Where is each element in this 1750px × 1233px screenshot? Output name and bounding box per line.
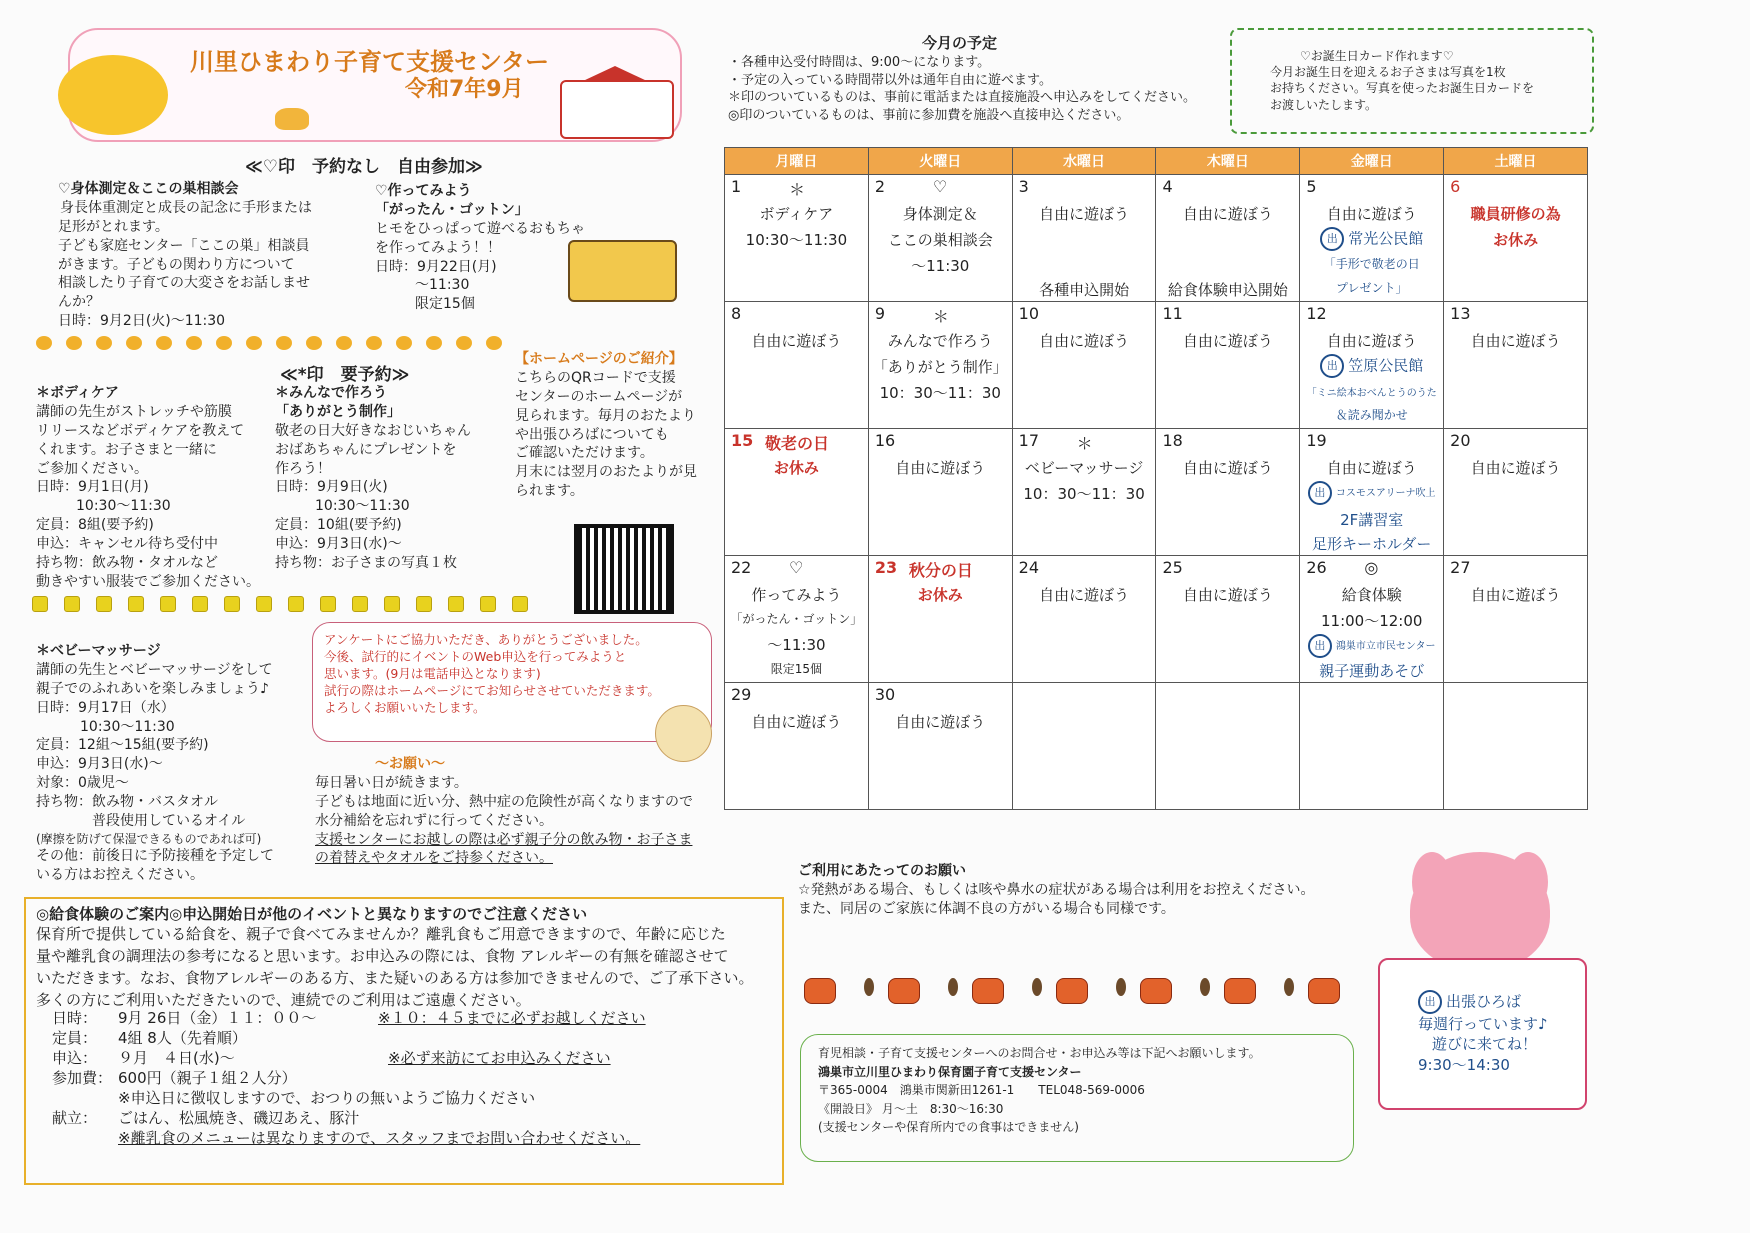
birthday-line: 今月お誕生日を迎えるお子さまは写真を1枚 xyxy=(1270,65,1506,80)
birthday-title: ♡お誕生日カード作れます♡ xyxy=(1300,49,1454,63)
day-number: 29 xyxy=(731,685,752,704)
calendar-cell xyxy=(1012,556,1156,683)
event-text: ～11:30 xyxy=(767,636,826,654)
homepage-line: センターのホームページが xyxy=(515,388,683,405)
calendar-cell xyxy=(1156,429,1300,556)
event-text: 自由に遊ぼう xyxy=(1326,205,1417,223)
contact-line: 《開設日》 月～土 8:30～16:30 xyxy=(818,1101,1004,1116)
calendar-cell xyxy=(1444,556,1588,683)
lunch-fee-label: 参加費： xyxy=(52,1069,113,1087)
body-check-line: 子ども家庭センター「ここの巣」相談員 xyxy=(58,237,310,254)
calendar-cell-empty xyxy=(1156,683,1300,810)
event-text: 自由に遊ぼう xyxy=(1039,205,1130,223)
survey-line: 試行の際はホームページにてお知らせさせていただきます。 xyxy=(324,682,660,698)
together-line: 申込：9月3日(水)～ xyxy=(275,536,402,553)
calendar-cell xyxy=(868,429,1012,556)
lunch-menu-note: ※離乳食のメニューは異なりますので、スタッフまでお問い合わせください。 xyxy=(118,1129,641,1147)
calendar-cell xyxy=(1300,429,1444,556)
body-check-line: 身長体重測定と成長の記念に手形または xyxy=(60,199,312,216)
request-line: 水分補給を忘れずに行ってください。 xyxy=(315,812,553,829)
day-number: 6 xyxy=(1450,177,1461,196)
calendar-cell xyxy=(868,175,1012,302)
body-check-title: ♡身体測定＆ここの巣相談会 xyxy=(58,181,239,197)
usage-line: また、同居のご家族に体調不良の方がいる場合も同様です。 xyxy=(798,900,1175,917)
event-text: 足形キーホルダー xyxy=(1312,535,1432,553)
event-text: ＆読み聞かせ xyxy=(1335,408,1408,422)
together-line: 作ろう！ xyxy=(275,460,331,477)
lunch-menu: ごはん、松風焼き、磯辺あえ、豚汁 xyxy=(118,1109,360,1127)
birthday-text xyxy=(1270,48,1534,113)
day-number: 22 xyxy=(731,558,752,577)
outreach-title: 出張ひろば xyxy=(1446,992,1522,1011)
day-number: 23 xyxy=(874,558,898,577)
event-mark: ＊ xyxy=(1076,434,1093,453)
train-icon xyxy=(568,240,677,302)
day-number: 2 xyxy=(874,177,886,196)
day-number: 15 xyxy=(731,431,754,450)
day-number: 18 xyxy=(1162,431,1183,450)
holiday-name: 秋分の日 xyxy=(908,561,973,580)
qr-code-icon[interactable] xyxy=(574,524,674,614)
weekday-header: 火曜日 xyxy=(868,148,1012,175)
outreach-text xyxy=(1418,990,1548,1075)
contact-line: 育児相談・子育て支援センターへのお問合せ・お申込み等は下記へお願いします。 xyxy=(818,1046,1261,1060)
together-block xyxy=(275,384,471,573)
event-text: 自由に遊ぼう xyxy=(1182,332,1273,350)
usage-notes xyxy=(798,862,1315,919)
event-text: 作ってみよう xyxy=(751,586,842,604)
body-care-title: ＊ボディケア xyxy=(36,385,119,401)
house-icon xyxy=(560,80,674,139)
lunch-line: 多くの方にご利用いただきたいので、連続でのご利用はご遠慮ください。 xyxy=(36,990,531,1009)
event-mark: ＊ xyxy=(932,307,949,326)
calendar-cell xyxy=(1012,302,1156,429)
schedule-line: ・予定の入っている時間帯以外は通年自由に遊べます。 xyxy=(728,72,1052,88)
event-text: 11:00～12:00 xyxy=(1320,612,1423,630)
baby-massage-line: 講師の先生とベビーマッサージをして xyxy=(36,661,273,678)
calendar-cell xyxy=(1156,556,1300,683)
homepage-line: や出張ひろばについても xyxy=(515,426,669,443)
usage-title: ご利用にあたってのお願い xyxy=(798,863,966,879)
baby-massage-line: 申込：9月3日(水)～ xyxy=(36,756,163,773)
lunch-apply-note: ※必ず来訪にてお申込みください xyxy=(388,1049,611,1067)
baby-massage-line: 親子でのふれあいを楽しみましょう♪ xyxy=(36,680,269,697)
survey-line: アンケートにご協力いただき、ありがとうございました。 xyxy=(324,632,648,647)
lunch-apply: ９月 ４日(水)～ xyxy=(118,1049,235,1067)
calendar-cell xyxy=(1012,429,1156,556)
calendar-cell-empty xyxy=(1300,683,1444,810)
outreach-line: 9:30～14:30 xyxy=(1418,1055,1510,1074)
moon-icon xyxy=(58,55,168,135)
outreach-icon: 出 xyxy=(1418,990,1442,1014)
free-section-heading: ≪♡印 予約なし 自由参加≫ xyxy=(245,157,483,177)
survey-line: 思います。(9月は電話申込となります) xyxy=(324,665,541,681)
outreach-line: 遊びに来てね！ xyxy=(1432,1035,1538,1054)
event-text: 「ミニ絵本おべんとうのうた xyxy=(1306,388,1437,399)
survey-text xyxy=(324,632,660,716)
calendar-cell xyxy=(1156,302,1300,429)
day-number: 5 xyxy=(1306,177,1317,196)
together-line: 定員：10組(要予約) xyxy=(275,517,402,534)
baby-massage-line: (摩擦を防げて保湿できるものであれば可) xyxy=(36,831,262,846)
make-subtitle: 「がったん・ゴットン」 xyxy=(375,201,529,218)
make-line: ～11:30 xyxy=(415,277,470,294)
outreach-place: コスモスアリーナ吹上 xyxy=(1335,488,1436,499)
baby-massage-line: 日時：9月17日（水） xyxy=(36,699,175,716)
event-text: 10:30～11:30 xyxy=(745,231,848,249)
body-check-line: 相談したり子育ての大変さをお話しませ xyxy=(58,275,310,292)
event-text: ～11:30 xyxy=(911,257,970,275)
body-care-line: 講師の先生がストレッチや筋膜 xyxy=(36,403,232,420)
outreach-place: 鴻巣市立市民センター xyxy=(1335,641,1436,652)
outreach-icon: 出 xyxy=(1308,634,1332,658)
rabbit-icon xyxy=(1410,852,1550,970)
event-text: 各種申込開始 xyxy=(1039,281,1130,299)
event-text: 自由に遊ぼう xyxy=(1326,332,1417,350)
event-text: ボディケア xyxy=(759,205,834,223)
event-text: 限定15個 xyxy=(770,662,823,676)
calendar-cell xyxy=(868,683,1012,810)
day-number: 1 xyxy=(731,177,742,196)
contact-line: 鴻巣市立川里ひまわり保育園子育て支援センター xyxy=(818,1064,1082,1079)
request-line: の着替えやタオルをご持参ください。 xyxy=(315,850,553,867)
schedule-notes xyxy=(728,54,1196,124)
baby-massage-line: 普段使用しているオイル xyxy=(92,813,246,830)
homepage-line: 月末には翌月のおたよりが見 xyxy=(515,464,697,481)
outreach-line: 毎週行っています♪ xyxy=(1418,1015,1548,1033)
homepage-line: 見られます。毎月のおたより xyxy=(515,407,696,424)
day-number: 27 xyxy=(1450,558,1471,577)
calendar-cell xyxy=(1300,556,1444,683)
together-subtitle: 「ありがとう制作」 xyxy=(275,403,401,420)
event-text: 自由に遊ぼう xyxy=(1182,459,1273,477)
lunch-details xyxy=(52,1008,646,1148)
event-text: お休み xyxy=(917,586,963,604)
body-check-block xyxy=(58,180,312,331)
event-text: お休み xyxy=(1493,231,1539,249)
calendar-cell xyxy=(725,683,869,810)
event-text: 自由に遊ぼう xyxy=(1470,459,1561,477)
survey-line: よろしくお願いいたします。 xyxy=(324,699,486,715)
day-number: 12 xyxy=(1306,304,1327,323)
day-number: 9 xyxy=(874,304,886,323)
weekday-header: 土曜日 xyxy=(1444,148,1588,175)
lunch-fee-note: ※申込日に徴収しますので、おつりの無いようご協力ください xyxy=(118,1089,536,1107)
day-number: 3 xyxy=(1018,177,1029,196)
schedule-title: 今月の予定 xyxy=(922,34,998,52)
center-name: 川里ひまわり子育て支援センター xyxy=(190,48,550,76)
calendar-cell xyxy=(725,429,869,556)
event-text: 身体測定＆ xyxy=(902,205,978,223)
lunch-date-note: ※１０：４５までに必ずお越しください xyxy=(378,1009,646,1027)
day-number: 11 xyxy=(1162,304,1183,323)
calendar-cell xyxy=(1444,175,1588,302)
together-title: ＊みんなで作ろう xyxy=(275,385,387,401)
body-check-line: 日時：9月2日(火)～11:30 xyxy=(58,313,226,330)
event-text: 親子運動あそび xyxy=(1319,662,1425,680)
event-text: 自由に遊ぼう xyxy=(1039,586,1130,604)
homepage-title: 【ホームページのご紹介】 xyxy=(515,351,683,367)
calendar-cell xyxy=(1012,175,1156,302)
event-text: 給食体験 xyxy=(1341,586,1402,604)
calendar-cell xyxy=(1300,302,1444,429)
weekday-header: 金曜日 xyxy=(1300,148,1444,175)
event-text: 自由に遊ぼう xyxy=(751,332,842,350)
baby-massage-line: その他：前後日に予防接種を予定して xyxy=(36,848,274,865)
calendar-cell xyxy=(1444,302,1588,429)
event-text: 「がったん・ゴットン」 xyxy=(730,612,863,626)
baby-massage-title: ＊ベビーマッサージ xyxy=(36,643,161,659)
together-line: 日時：9月9日(火) xyxy=(275,479,388,496)
baby-massage-line: 持ち物：飲み物・バスタオル xyxy=(36,794,218,811)
event-text: 自由に遊ぼう xyxy=(895,459,986,477)
baby-massage-block xyxy=(36,642,274,885)
birthday-line: お渡しいたします。 xyxy=(1270,97,1378,112)
contact-line: (支援センターや保育所内での食事はできません) xyxy=(818,1120,1079,1135)
calendar-cell xyxy=(1156,175,1300,302)
lunch-text xyxy=(36,904,754,1011)
event-text: ベビーマッサージ xyxy=(1024,459,1144,477)
contact-line: 〒365-0004 鴻巣市関新田1261-1 TEL048-569-0006 xyxy=(818,1083,1145,1098)
outreach-place: 常光公民館 xyxy=(1348,229,1424,248)
event-text: 「手形で敬老の日 xyxy=(1323,257,1420,271)
calendar-cell-empty xyxy=(1444,683,1588,810)
body-care-line: 10:30～11:30 xyxy=(76,498,171,515)
body-check-line: がきます。子どもの関わり方について xyxy=(58,256,295,273)
together-line: 敬老の日大好きなおじいちゃん xyxy=(275,422,471,439)
calendar-cell xyxy=(725,175,869,302)
month-title: 令和7年9月 xyxy=(405,77,524,102)
event-text: 自由に遊ぼう xyxy=(1470,332,1561,350)
together-line: 10:30～11:30 xyxy=(315,498,410,515)
calendar-cell xyxy=(868,302,1012,429)
holiday-name: 敬老の日 xyxy=(765,434,830,453)
survey-line: 今後、試行的にイベントのWeb申込を行ってみようと xyxy=(324,648,627,664)
event-text: 10：30～11：30 xyxy=(879,384,1001,402)
request-line: 毎日暑い日が続きます。 xyxy=(315,774,468,791)
homepage-line: ご確認いただけます。 xyxy=(515,445,654,462)
outreach-icon: 出 xyxy=(1320,227,1344,251)
calendar-cell xyxy=(725,556,869,683)
outreach-icon: 出 xyxy=(1308,481,1332,505)
day-number: 16 xyxy=(874,431,896,450)
body-care-line: 動きやすい服装でご参加ください。 xyxy=(36,573,260,590)
make-line: 限定15個 xyxy=(415,296,475,313)
calendar-cell xyxy=(725,302,869,429)
lunch-date: 9月 26日（金）１１：００～ xyxy=(118,1009,317,1027)
weekday-header: 月曜日 xyxy=(725,148,869,175)
make-title: ♡作ってみよう xyxy=(375,183,472,199)
event-text: みんなで作ろう xyxy=(887,332,993,350)
lunch-line: いただきます。なお、食物アレルギーのある方、また疑いのある方は参加できませんので、ご了承下さい。 xyxy=(36,968,754,987)
event-mark: ♡ xyxy=(932,177,948,196)
request-title: ～お願い～ xyxy=(375,756,445,772)
lunch-line: 量や離乳食の調理法の参考になると思います。お申込みの際には、食物 アレルギーの有無を確認させて xyxy=(36,947,729,965)
day-number: 4 xyxy=(1162,177,1173,196)
event-text: 職員研修の為 xyxy=(1470,205,1561,223)
event-text: プレゼント」 xyxy=(1335,281,1408,295)
calendar-cell xyxy=(1300,175,1444,302)
lunch-date-label: 日時： xyxy=(52,1009,98,1027)
monthly-calendar xyxy=(724,147,1588,810)
outreach-place: 笠原公民館 xyxy=(1348,356,1424,375)
body-care-line: 持ち物：飲み物・タオルなど xyxy=(36,555,218,572)
body-care-line: 定員：8組(要予約) xyxy=(36,517,154,534)
body-care-line: ご参加ください。 xyxy=(36,460,148,477)
event-text: 自由に遊ぼう xyxy=(1039,332,1130,350)
sheep-icon xyxy=(655,705,712,762)
day-number: 24 xyxy=(1018,558,1040,577)
schedule-line: ・各種申込受付時間は、9:00～になります。 xyxy=(728,55,991,70)
event-text: 2F講習室 xyxy=(1340,511,1404,529)
make-line: を作ってみよう！！ xyxy=(375,239,501,256)
day-number: 8 xyxy=(731,304,742,323)
event-mark: ＊ xyxy=(789,180,806,199)
calendar-cell xyxy=(1444,429,1588,556)
event-mark: ♡ xyxy=(789,558,804,577)
make-line: 日時：9月22日(月) xyxy=(375,258,497,275)
body-care-line: 日時：9月1日(月) xyxy=(36,479,149,496)
outreach-icon: 出 xyxy=(1320,354,1344,378)
request-line: 支援センターにお越しの際は必ず親子分の飲み物・お子さま xyxy=(315,831,693,848)
lunch-line: 保育所で提供している給食を、親子で食べてみませんか？離乳食もご用意できますので、年齢に応じた xyxy=(36,925,726,944)
make-block xyxy=(375,182,585,314)
baby-massage-line: 定員：12組～15組(要予約) xyxy=(36,737,209,754)
schedule-line: ◎印のついているものは、事前に参加費を施設へ直接申込ください。 xyxy=(728,107,1130,123)
schedule-line: ＊印のついているものは、事前に電話または直接施設へ申込みをしてください。 xyxy=(728,90,1197,106)
day-number: 26 xyxy=(1306,558,1327,577)
reserve-section-heading: ≪*印 要予約≫ xyxy=(280,365,410,385)
event-text: 「ありがとう制作」 xyxy=(872,358,1008,376)
lunch-capacity: 4組 8人（先着順） xyxy=(118,1029,247,1047)
lunch-title: ◎給食体験のご案内◎申込開始日が他のイベントと異なりますのでご注意ください xyxy=(36,905,588,923)
lunch-apply-label: 申込： xyxy=(52,1049,98,1067)
event-text: 自由に遊ぼう xyxy=(895,713,986,731)
event-text: 自由に遊ぼう xyxy=(1470,586,1561,604)
lunch-capacity-label: 定員： xyxy=(52,1029,98,1047)
day-number: 25 xyxy=(1162,558,1183,577)
baby-massage-line: いる方はお控えください。 xyxy=(36,866,204,883)
body-check-line: 足形がとれます。 xyxy=(58,218,169,235)
together-line: おばあちゃんにプレゼントを xyxy=(275,441,457,458)
event-text: ここの巣相談会 xyxy=(887,231,993,249)
event-text: 自由に遊ぼう xyxy=(1326,459,1417,477)
event-text: 自由に遊ぼう xyxy=(1182,586,1273,604)
event-text: 10：30～11：30 xyxy=(1023,485,1145,503)
make-line: ヒモをひっぱって遊べるおもちゃ xyxy=(375,220,585,237)
homepage-line: られます。 xyxy=(515,483,584,500)
day-number: 20 xyxy=(1450,431,1471,450)
baby-massage-line: 対象：0歳児～ xyxy=(36,775,129,792)
weekday-header: 木曜日 xyxy=(1156,148,1300,175)
body-care-block xyxy=(36,384,260,592)
homepage-line: こちらのQRコードで支援 xyxy=(515,369,676,386)
baby-massage-line: 10:30～11:30 xyxy=(80,718,175,735)
usage-line: ☆発熱がある場合、もしくは咳や鼻水の症状がある場合は利用をお控えください。 xyxy=(798,881,1315,898)
event-text: 給食体験申込開始 xyxy=(1167,281,1288,299)
body-care-line: リリースなどボディケアを教えて xyxy=(36,422,245,439)
day-number: 13 xyxy=(1450,304,1471,323)
day-number: 19 xyxy=(1306,431,1327,450)
request-block xyxy=(315,755,693,868)
body-check-line: んか？ xyxy=(58,294,100,311)
event-text: お休み xyxy=(773,459,819,477)
day-number: 17 xyxy=(1018,431,1040,450)
lunch-fee: 600円（親子１組２人分） xyxy=(118,1069,297,1087)
event-mark: ◎ xyxy=(1364,558,1379,577)
contact-text xyxy=(818,1044,1261,1137)
lunch-menu-label: 献立： xyxy=(52,1109,98,1127)
weekday-header: 水曜日 xyxy=(1012,148,1156,175)
together-line: 持ち物：お子さまの写真１枚 xyxy=(275,555,457,572)
event-text: 自由に遊ぼう xyxy=(1182,205,1273,223)
request-line: 子どもは地面に近い分、熱中症の危険性が高くなりますので xyxy=(315,793,693,810)
event-text: 自由に遊ぼう xyxy=(751,713,842,731)
homepage-block xyxy=(515,350,697,501)
body-care-line: くれます。お子さまと一緒に xyxy=(36,441,217,458)
calendar-cell-empty xyxy=(1012,683,1156,810)
birthday-line: お持ちください。写真を使ったお誕生日カードを xyxy=(1270,81,1535,96)
cat-icon xyxy=(275,108,309,130)
calendar-cell xyxy=(868,556,1012,683)
day-number: 30 xyxy=(874,685,896,704)
body-care-line: 申込：キャンセル待ち受付中 xyxy=(36,536,218,553)
day-number: 10 xyxy=(1018,304,1040,323)
